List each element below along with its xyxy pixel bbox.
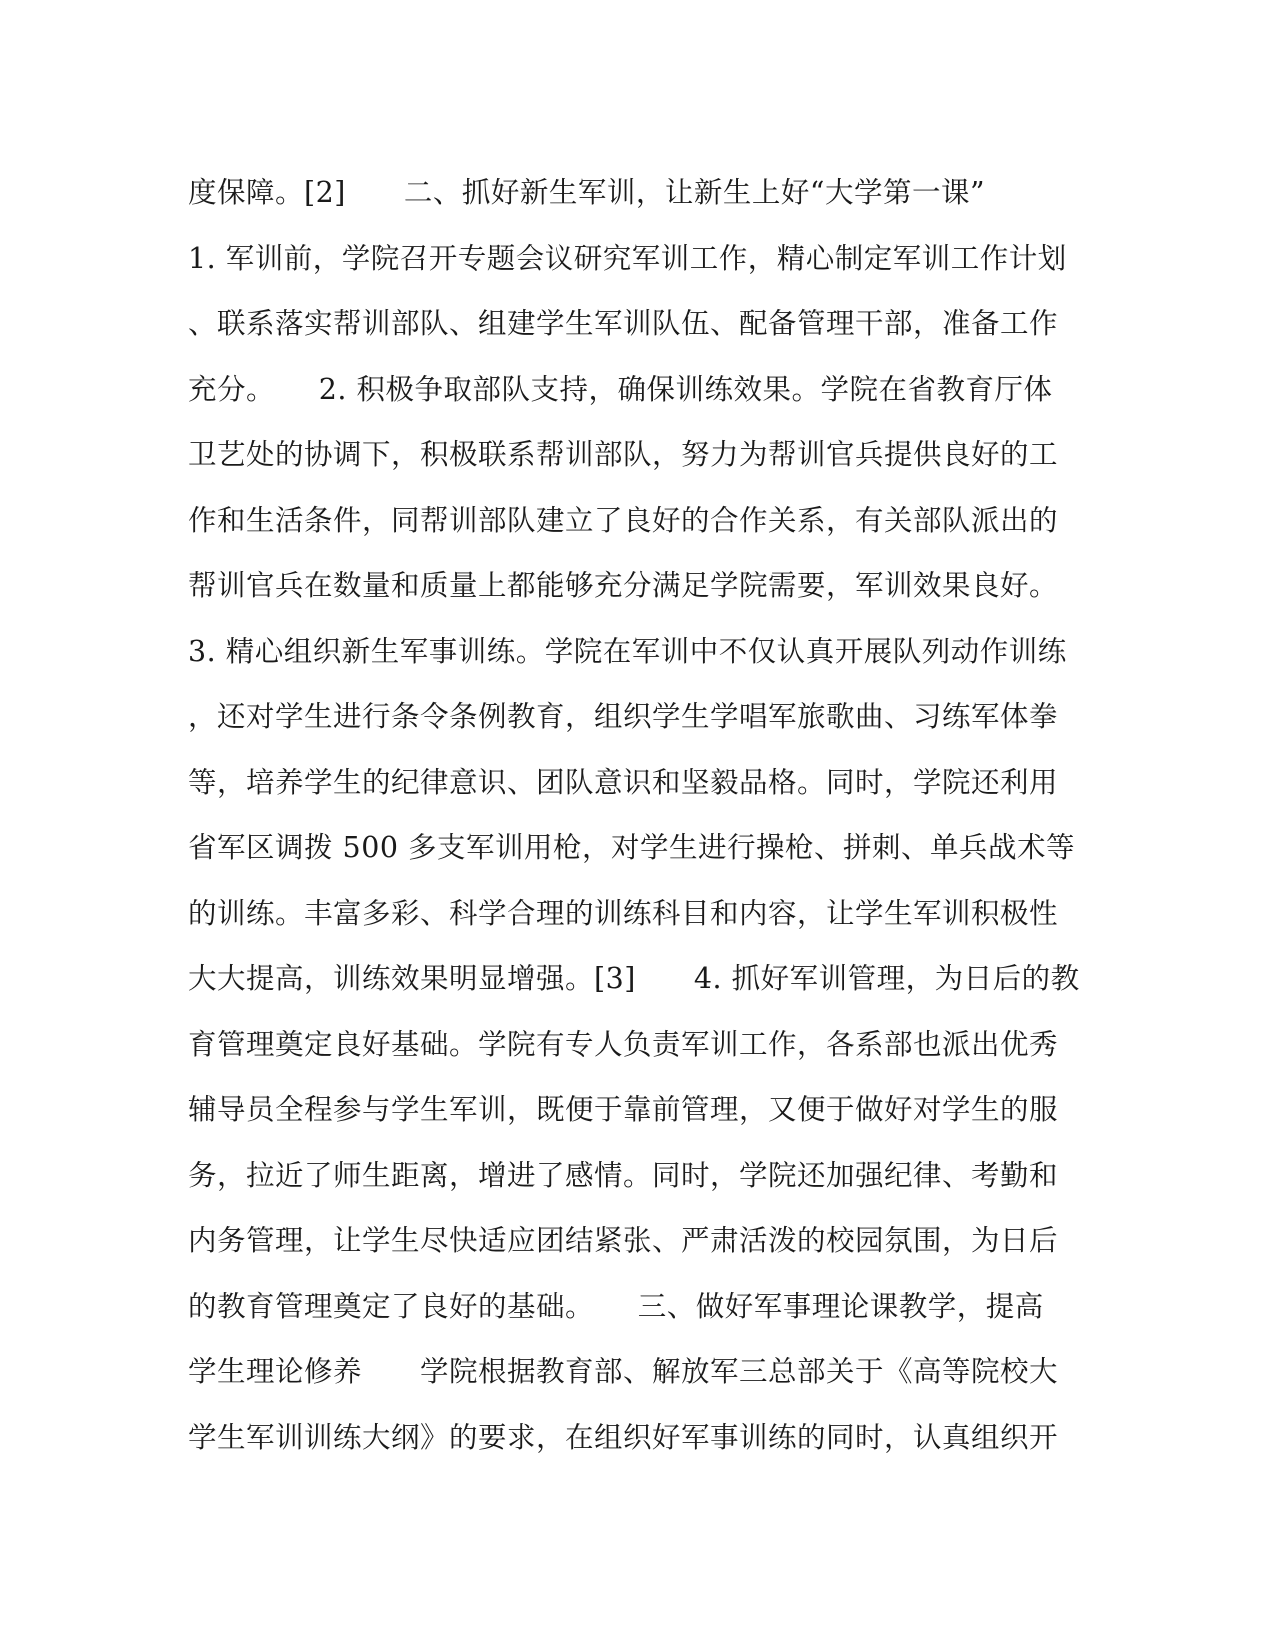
text-line: 学生理论修养 学院根据教育部、解放军三总部关于《高等院校大 xyxy=(188,1355,1059,1388)
text-line: 省军区调拨 500 多支军训用枪，对学生进行操枪、拼刺、单兵战术等 xyxy=(188,831,1076,864)
text-line: 等，培养学生的纪律意识、团队意识和坚毅品格。同时，学院还利用 xyxy=(188,765,1059,799)
text-line: 辅导员全程参与学生军训，既便于靠前管理，又便于做好对学生的服 xyxy=(188,1093,1059,1126)
text-line: 卫艺处的协调下，积极联系帮训部队，努力为帮训官兵提供良好的工 xyxy=(188,438,1059,471)
text-line: 3. 精心组织新生军事训练。学院在军训中不仅认真开展队列动作训练 xyxy=(188,634,1067,668)
text-line: 学生军训训练大纲》的要求，在组织好军事训练的同时，认真组织开 xyxy=(188,1420,1059,1454)
text-line: 、联系落实帮训部队、组建学生军训队伍、配备管理干部，准备工作 xyxy=(188,307,1059,340)
text-line: 的教育管理奠定了良好的基础。 三、做好军事理论课教学，提高 xyxy=(188,1289,1044,1323)
document-body xyxy=(188,160,1088,1470)
text-line: 度保障。[2] 二、抓好新生军训，让新生上好“大学第一课” xyxy=(188,176,986,209)
text-line: 的训练。丰富多彩、科学合理的训练科目和内容，让学生军训积极性 xyxy=(188,896,1059,930)
text-line: 帮训官兵在数量和质量上都能够充分满足学院需要，军训效果良好。 xyxy=(188,569,1059,602)
text-line: 育管理奠定良好基础。学院有专人负责军训工作，各系部也派出优秀 xyxy=(188,1027,1059,1061)
text-line: 务，拉近了师生距离，增进了感情。同时，学院还加强纪律、考勤和 xyxy=(188,1158,1059,1192)
text-line: 1. 军训前，学院召开专题会议研究军训工作，精心制定军训工作计划 xyxy=(188,241,1067,275)
text-line: 内务管理，让学生尽快适应团结紧张、严肃活泼的校园氛围，为日后 xyxy=(188,1224,1059,1257)
text-line: ，还对学生进行条令条例教育，组织学生学唱军旅歌曲、习练军体拳 xyxy=(188,700,1059,733)
text-line: 作和生活条件，同帮训部队建立了良好的合作关系，有关部队派出的 xyxy=(188,503,1059,537)
text-line: 大大提高，训练效果明显增强。[3] 4. 抓好军训管理，为日后的教 xyxy=(188,962,1080,995)
text-line: 充分。 2. 积极争取部队支持，确保训练效果。学院在省教育厅体 xyxy=(188,372,1053,406)
